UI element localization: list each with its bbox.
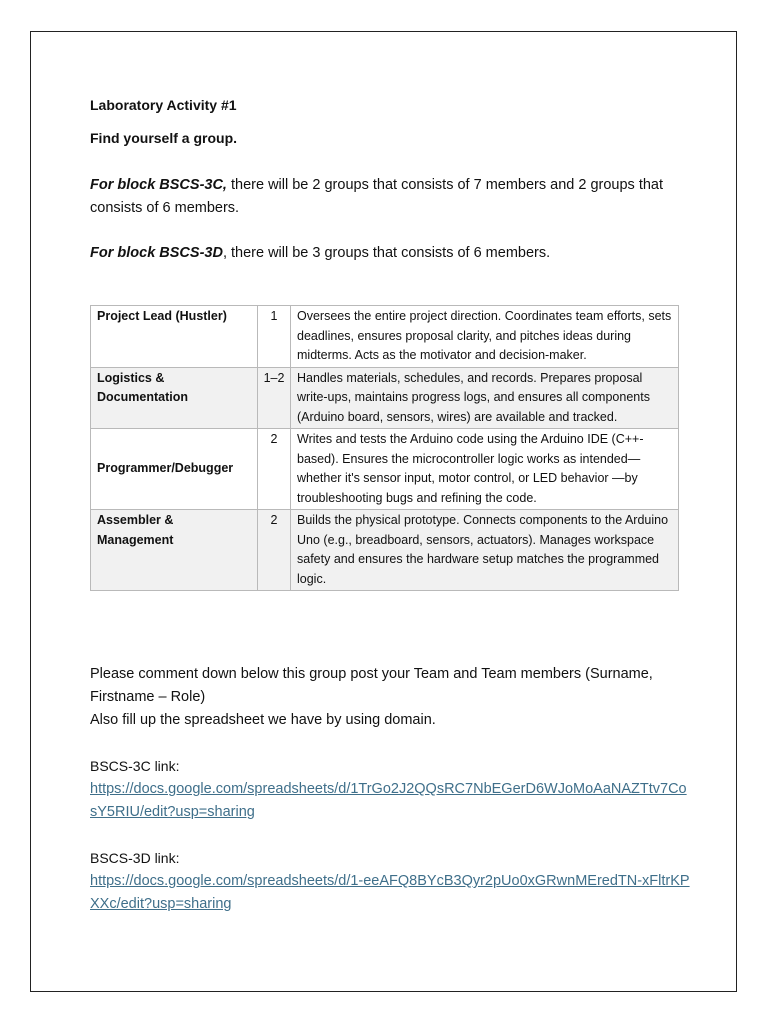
- block-3d-label: For block BSCS-3D: [90, 245, 223, 261]
- role-description: Oversees the entire project direction. Coordinates team efforts, sets deadlines, ensures proposal clarity, and pitches ideas during midterms. Acts as the motivator and decision-maker.: [291, 306, 679, 368]
- instructions-section: [90, 663, 690, 916]
- role-name: Logistics & Documentation: [91, 367, 258, 429]
- document-subtitle: Find yourself a group.: [90, 130, 238, 146]
- instruction-spreadsheet: Also fill up the spreadsheet we have by using domain.: [90, 712, 436, 728]
- document-title: Laboratory Activity #1: [90, 97, 237, 113]
- link-3d[interactable]: https://docs.google.com/spreadsheets/d/1-eeAFQ8BYcB3Qyr2pUo0xGRwnMEredTN-xFltrKPXXc/edit?usp=sharing: [90, 873, 690, 912]
- block-3c-paragraph: [90, 174, 690, 220]
- role-description: Handles materials, schedules, and records. Prepares proposal write-ups, maintains progress logs, and ensures all components (Arduino board, sensors, wires) are available and tracked.: [291, 367, 679, 429]
- instruction-comment: Please comment down below this group post your Team and Team members (Surname, Firstname – Role): [90, 666, 653, 705]
- roles-table: [90, 305, 679, 591]
- block-3d-paragraph: [90, 242, 690, 265]
- block-3c-text: there will be 2 groups that consists of 7 members and 2 groups that consists of 6 members.: [90, 177, 664, 216]
- document-page: [30, 31, 737, 992]
- role-name: Programmer/Debugger: [91, 429, 258, 510]
- table-row: [91, 429, 679, 510]
- role-description: Builds the physical prototype. Connects components to the Arduino Uno (e.g., breadboard, sensors, actuators). Manages workspace safety and ensures the hardware setup matches the programmed logic.: [291, 510, 679, 591]
- link-3d-label: BSCS-3D link:: [90, 850, 180, 866]
- role-name: Project Lead (Hustler): [91, 306, 258, 368]
- role-count: 2: [258, 429, 291, 510]
- role-count: 1: [258, 306, 291, 368]
- role-count: 2: [258, 510, 291, 591]
- block-3c-label: For block BSCS-3C,: [90, 177, 227, 193]
- block-3d-text: , there will be 3 groups that consists of 6 members.: [222, 245, 551, 261]
- table-row: [91, 367, 679, 429]
- role-description: Writes and tests the Arduino code using the Arduino IDE (C++-based). Ensures the microcontroller logic works as intended—whether it's sensor input, motor control, or LED behavior —by troubleshooting bugs and refining the code.: [291, 429, 679, 510]
- link-3c[interactable]: https://docs.google.com/spreadsheets/d/1TrGo2J2QQsRC7NbEGerD6WJoMoAaNAZTtv7CosY5RIU/edit?usp=sharing: [90, 781, 687, 820]
- table-row: [91, 306, 679, 368]
- role-count: 1–2: [258, 367, 291, 429]
- link-3c-label: BSCS-3C link:: [90, 758, 180, 774]
- role-name: Assembler & Management: [91, 510, 258, 591]
- table-row: [91, 510, 679, 591]
